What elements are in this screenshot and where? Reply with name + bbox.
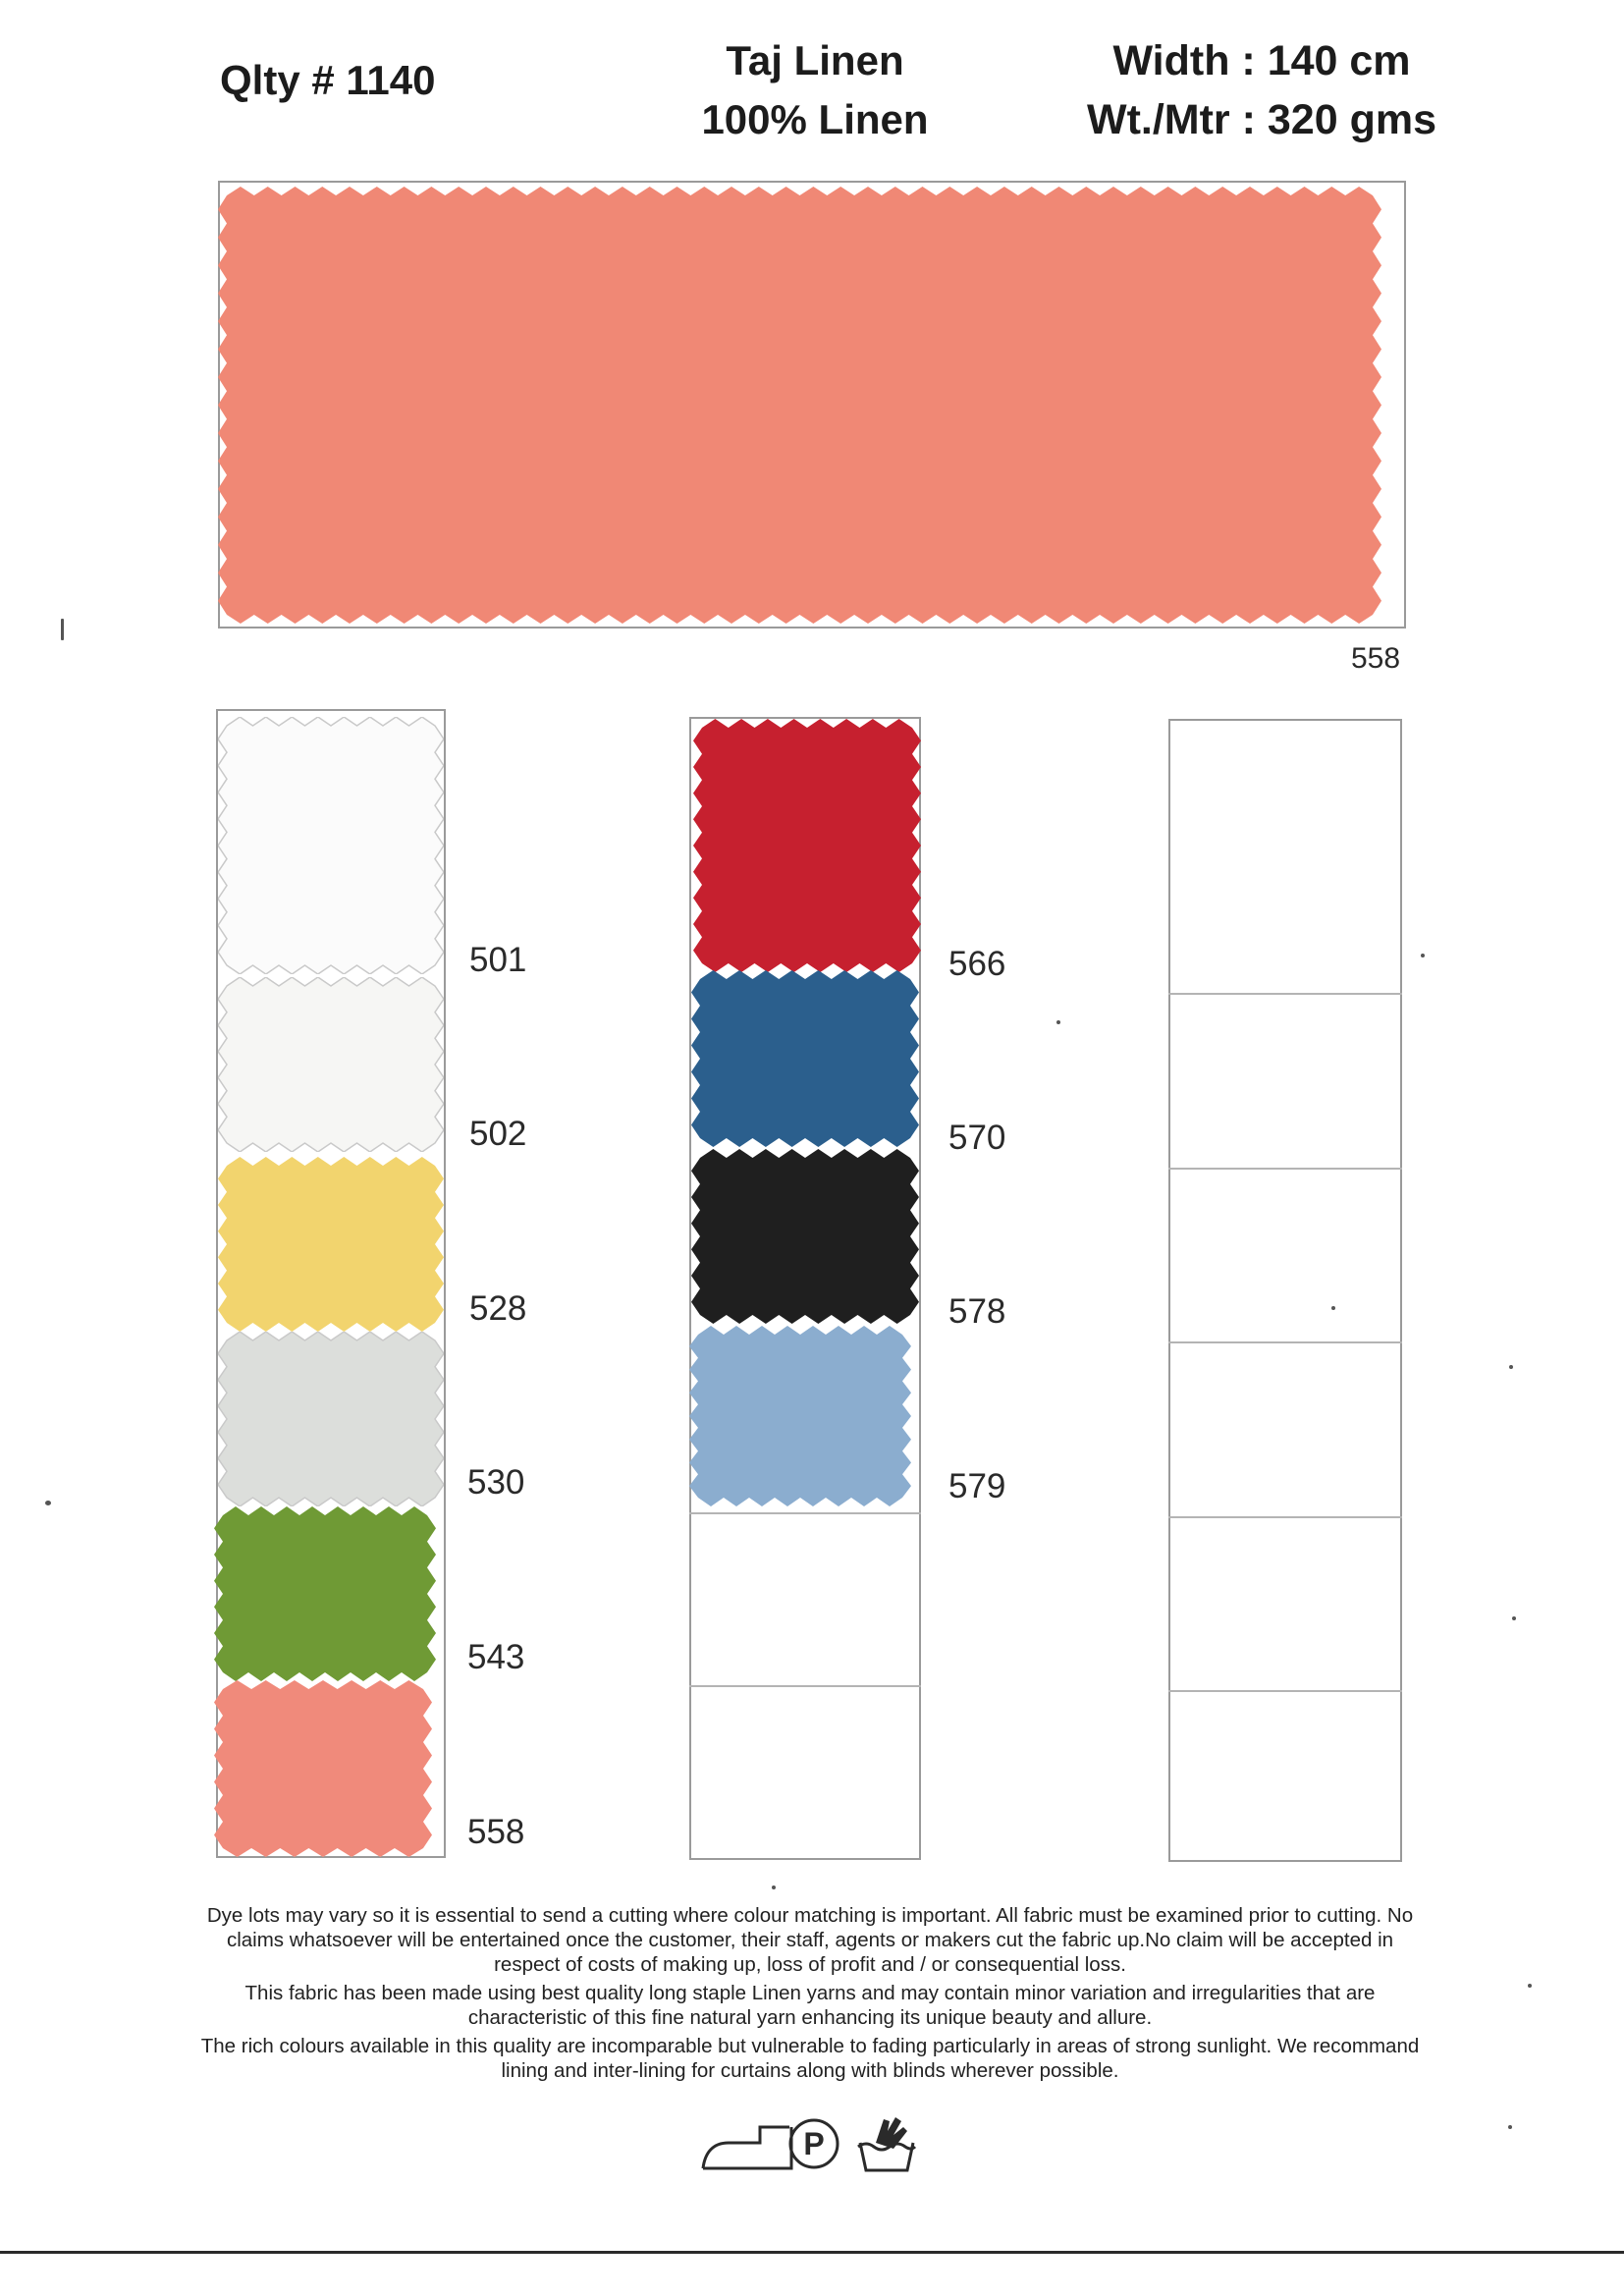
swatch-502	[218, 977, 444, 1152]
swatch-fabric	[214, 1680, 432, 1857]
empty-slot-divider	[1168, 1516, 1402, 1518]
dry-clean-letter: P	[803, 2126, 825, 2161]
swatch-fabric-shape	[218, 1332, 444, 1506]
swatch-558	[214, 1680, 432, 1857]
disclaimer-paragraph-3: The rich colours available in this quality are incomparable but vulnerable to fading particularly in areas of strong sunlight. We recommand lining and inter-lining for curtains along with blinds wherever possible.	[200, 2035, 1420, 2082]
empty-slot-divider	[689, 1685, 921, 1687]
swatch-code: 558	[467, 1813, 525, 1851]
empty-slot-divider	[1168, 1341, 1402, 1343]
feature-swatch-fabric	[218, 187, 1381, 624]
swatch-543	[214, 1506, 436, 1681]
swatch-fabric-shape	[218, 187, 1381, 624]
scan-speck	[1509, 1365, 1513, 1369]
empty-slot-divider	[1168, 1168, 1402, 1170]
fabric-name: Taj Linen	[726, 37, 904, 83]
scan-speck	[61, 619, 64, 640]
scan-speck	[1056, 1020, 1060, 1024]
fabric-width: Width : 140 cm	[1112, 37, 1411, 84]
scan-speck	[772, 1886, 776, 1889]
swatch-fabric	[214, 1506, 436, 1681]
hand-wash-icon	[854, 2113, 919, 2174]
swatch-fabric	[218, 717, 444, 974]
swatch-fabric-shape	[214, 1506, 436, 1681]
scan-speck	[1508, 2125, 1512, 2129]
swatch-566	[693, 719, 921, 972]
swatch-code: 543	[467, 1638, 525, 1676]
swatch-code: 566	[948, 945, 1006, 983]
swatch-code: 528	[469, 1289, 527, 1328]
swatch-fabric-shape	[691, 1149, 919, 1324]
swatch-fabric-shape	[218, 717, 444, 974]
swatch-528	[218, 1157, 444, 1332]
empty-slot-divider	[689, 1512, 921, 1514]
swatch-code: 570	[948, 1119, 1006, 1157]
swatch-578	[691, 1149, 919, 1324]
swatch-code: 530	[467, 1463, 525, 1502]
fabric-composition: 100% Linen	[701, 96, 929, 142]
swatch-fabric-shape	[693, 719, 921, 972]
dry-clean-p-icon	[785, 2113, 842, 2174]
swatch-fabric	[218, 977, 444, 1152]
swatch-fabric-shape	[689, 1326, 911, 1506]
scan-speck	[1421, 954, 1425, 957]
swatch-530	[218, 1332, 444, 1506]
swatch-fabric	[218, 1157, 444, 1332]
disclaimer-paragraph-2: This fabric has been made using best quality long staple Linen yarns and may contain minor variation and irregularities that are characteristic of this fine natural yarn enhancing its unique beauty and allure.	[244, 1982, 1376, 2029]
swatch-fabric-shape	[214, 1680, 432, 1857]
swatch-fabric	[691, 970, 919, 1147]
feature-swatch	[218, 187, 1381, 624]
swatch-501	[218, 717, 444, 974]
swatch-fabric-shape	[218, 977, 444, 1152]
scan-speck	[1512, 1616, 1516, 1620]
swatch-code: 579	[948, 1467, 1006, 1505]
scan-speck	[1528, 1984, 1532, 1988]
quality-number: Qlty # 1140	[220, 57, 436, 103]
bottom-rule	[0, 2251, 1624, 2254]
iron-icon	[699, 2113, 795, 2174]
scan-speck	[45, 1501, 51, 1505]
scan-speck	[1331, 1306, 1335, 1310]
swatch-code: 501	[469, 941, 527, 979]
disclaimer	[196, 1903, 1424, 2087]
swatch-fabric-shape	[691, 970, 919, 1147]
swatch-570	[691, 970, 919, 1147]
swatch-579	[689, 1326, 911, 1506]
swatch-fabric-shape	[218, 1157, 444, 1332]
swatch-fabric	[218, 1332, 444, 1506]
fabric-weight: Wt./Mtr : 320 gms	[1087, 96, 1436, 143]
swatch-code: 502	[469, 1115, 527, 1153]
swatch-fabric	[691, 1149, 919, 1324]
swatch-code: 578	[948, 1292, 1006, 1331]
disclaimer-paragraph-1: Dye lots may vary so it is essential to send a cutting where colour matching is important. All fabric must be examined prior to cutting. No claims whatsoever will be entertained once the customer, their staff, agents or makers cut the fabric up.No claim will be accepted in respect of costs of making up, loss of profit and / or consequential loss.	[206, 1904, 1414, 1976]
empty-slot-divider	[1168, 993, 1402, 995]
swatch-fabric	[689, 1326, 911, 1506]
empty-slot-divider	[1168, 1690, 1402, 1692]
feature-swatch-code: 558	[1351, 642, 1401, 675]
swatch-fabric	[693, 719, 921, 972]
